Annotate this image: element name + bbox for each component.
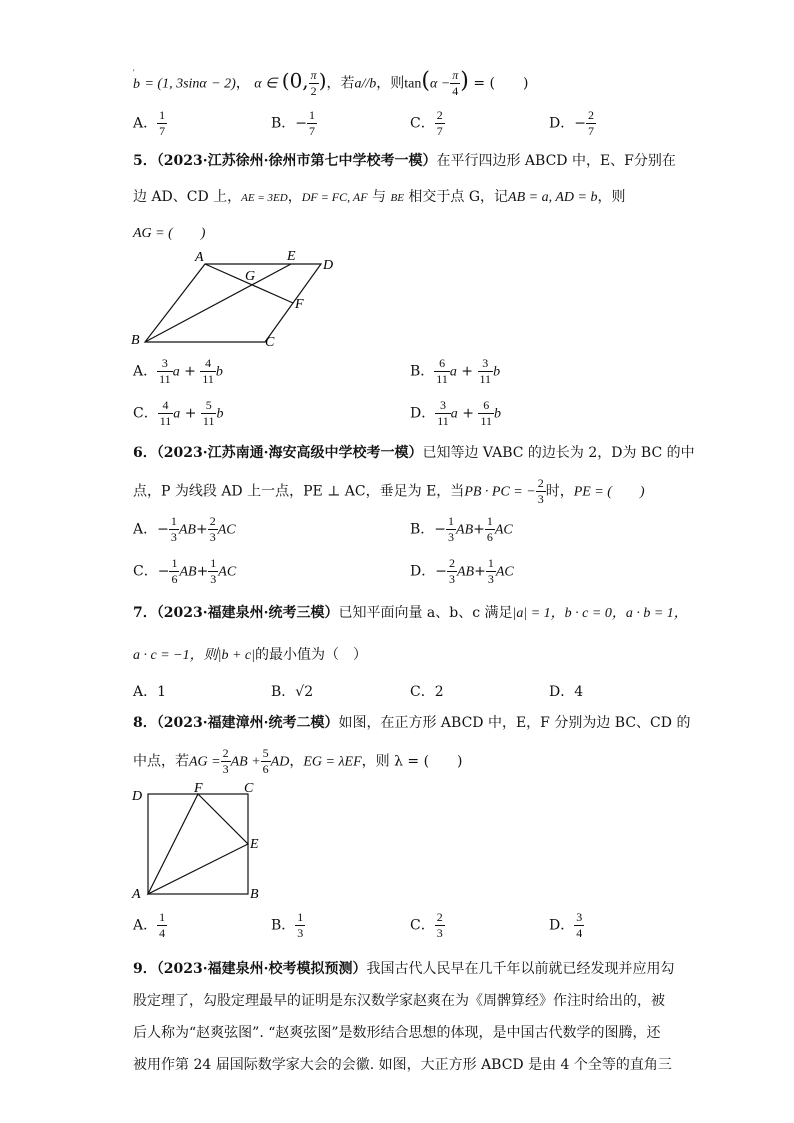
q8-number: 8． [133, 715, 157, 731]
label-g: G [245, 269, 256, 284]
q4-ze: ，则 [376, 75, 405, 92]
q9-text1: 我国古代人民早在几千年以前就已经发现并应用勾 [366, 961, 675, 977]
q5-line2: 边 AD、CD 上，AE = 3ED，DF = FC, AF 与 BE 相交于点 G，记AB = a, AD = b，则 [133, 189, 626, 205]
q7-option-c[interactable]: C．2 [410, 684, 444, 700]
q7-line2: a · c = −1，则|b + c|的最小值为（ ） [133, 647, 367, 663]
q4-b-eq: = (1, 3sin [144, 76, 200, 92]
q5-option-a[interactable]: A． $\frac{3}{11}$ a + $\frac{4}{11}$ b [133, 356, 223, 386]
q8-square-figure [128, 778, 268, 902]
label-e: E [250, 837, 259, 852]
q4-option-b[interactable]: B．− $\frac{1}{7}$ [271, 108, 316, 138]
square-abcd [148, 794, 248, 894]
q4-tan: tan [404, 76, 422, 92]
q4-range-open: (0, [281, 68, 309, 93]
q5-option-d[interactable]: D． $\frac{3}{11}$ a + $\frac{6}{11}$ b [410, 398, 501, 428]
q6-option-d[interactable]: D．− $\frac{2}{3}$ AB+ $\frac{1}{3}$ AC [410, 556, 514, 586]
label-a: A [195, 250, 204, 265]
q5-line1 [133, 150, 676, 170]
label-b: B [131, 333, 140, 348]
label-c: C [244, 781, 254, 796]
q9-source: （2023·福建泉州·校考模拟预测） [156, 961, 367, 977]
label-d: D [323, 258, 334, 273]
q4-eq-blank: = ( ) [473, 75, 529, 92]
q8-source: （2023·福建漳州·统考二模） [156, 715, 339, 731]
q4-parallel: a//b [354, 76, 377, 92]
q5-parallelogram-figure [125, 248, 345, 348]
label-c: C [265, 335, 275, 348]
q6-source: （2023·江苏南通·海安高级中学校考一模） [156, 445, 423, 461]
q8-option-d[interactable]: D． $\frac{3}{4}$ [549, 910, 583, 940]
q4-tan-inner: α − [429, 76, 451, 92]
q4-alpha-in: α ∈ [254, 76, 278, 92]
q7-option-a[interactable]: A．1 [133, 684, 167, 700]
q9-line4: 被用作第 24 届国际数学家大会的会徽. 如图，大正方形 ABCD 是由 4 个全等的直角三 [133, 1057, 672, 1073]
label-b: B [250, 887, 259, 902]
q6-line2: 点，P 为线段 AD 上一点，PE ⊥ AC，垂足为 E，当PB · PC = − $\frac{2}{3}$ 时，PE = ( ) [133, 476, 645, 506]
q8-line2: 中点，若AG = $\frac{2}{3}$ AB + $\frac{5}{6}$ AD，EG = λEF，则 λ = ( ) [133, 746, 463, 776]
q8-text1: 如图，在正方形 ABCD 中，E，F 分别为边 BC、CD 的 [338, 715, 691, 731]
q8-option-c[interactable]: C． $\frac{2}{3}$ [410, 910, 443, 940]
q7-source: （2023·福建泉州·统考三模） [156, 605, 339, 621]
q9-line1 [133, 958, 674, 978]
q9-line2: 股定理了，勾股定理最早的证明是东汉数学家赵爽在为《周髀算经》作注时给出的，被 [133, 993, 665, 1009]
q6-option-c[interactable]: C．− $\frac{1}{6}$ AB+ $\frac{1}{3}$ AC [133, 556, 237, 586]
q7-option-d[interactable]: D．4 [549, 684, 584, 700]
q7-text1b: |a| = 1，b · c = 0，a · b = 1， [512, 606, 688, 621]
q4-option-c[interactable]: C． $\frac{2}{7}$ [410, 108, 443, 138]
q7-text1a: 已知平面向量 a、b、c 满足 [338, 605, 513, 621]
label-e: E [287, 249, 296, 264]
label-f: F [194, 781, 203, 796]
q4-range-close: ) [318, 68, 327, 93]
q8-option-b[interactable]: B． $\frac{1}{3}$ [271, 910, 304, 940]
label-f: F [295, 297, 304, 312]
triangle-aef [148, 794, 248, 894]
q7-line1 [133, 602, 688, 622]
q6-option-a[interactable]: A．− $\frac{1}{3}$ AB+ $\frac{2}{3}$ AC [133, 514, 236, 544]
q8-option-a[interactable]: A． $\frac{1}{4}$ [133, 910, 166, 940]
label-d: D [132, 789, 143, 804]
q9-line3: 后人称为“赵爽弦图”. “赵爽弦图”是数形结合思想的体现，是中国古代数学的图腾，还 [133, 1025, 661, 1041]
q4-condition-line: ' b = (1, 3sinα − 2)， α ∈ (0, $\frac{\pi}{2}$ )，若a//b，则tan(α − $\frac{\pi}{4}$ ) = ( ) [133, 67, 529, 98]
q5-line3: AG = ( ) [133, 226, 206, 241]
q6-option-b[interactable]: B．− $\frac{1}{3}$ AB+ $\frac{1}{6}$ AC [410, 514, 513, 544]
q6-line1 [133, 442, 695, 462]
label-a: A [132, 887, 141, 902]
q7-option-b[interactable]: B．√2 [271, 684, 314, 700]
q4-option-a[interactable]: A． $\frac{1}{7}$ [133, 108, 166, 138]
q6-text1: 已知等边 VABC 的边长为 2，D为 BC 的中 [422, 445, 695, 461]
q7-number: 7． [133, 605, 157, 621]
q5-text1: 在平行四边形 ABCD 中，E、F分别在 [436, 153, 676, 169]
q4-alpha: α [199, 76, 207, 92]
segment-be [145, 264, 291, 342]
q4-ruo: ，若 [326, 75, 355, 92]
q5-option-b[interactable]: B． $\frac{6}{11}$ a + $\frac{3}{11}$ b [410, 356, 501, 386]
q4-option-d[interactable]: D．− $\frac{2}{7}$ [549, 108, 594, 138]
q8-line1 [133, 712, 690, 732]
q9-number: 9． [133, 961, 157, 977]
b-vector: ' b [133, 67, 140, 92]
q5-option-c[interactable]: C． $\frac{4}{11}$ a + $\frac{5}{11}$ b [133, 398, 224, 428]
q5-source: （2023·江苏徐州·徐州市第七中学校考一模） [156, 153, 437, 169]
q4-b-tail: − 2) [211, 76, 236, 92]
q5-number: 5． [133, 153, 157, 169]
q6-number: 6． [133, 445, 157, 461]
